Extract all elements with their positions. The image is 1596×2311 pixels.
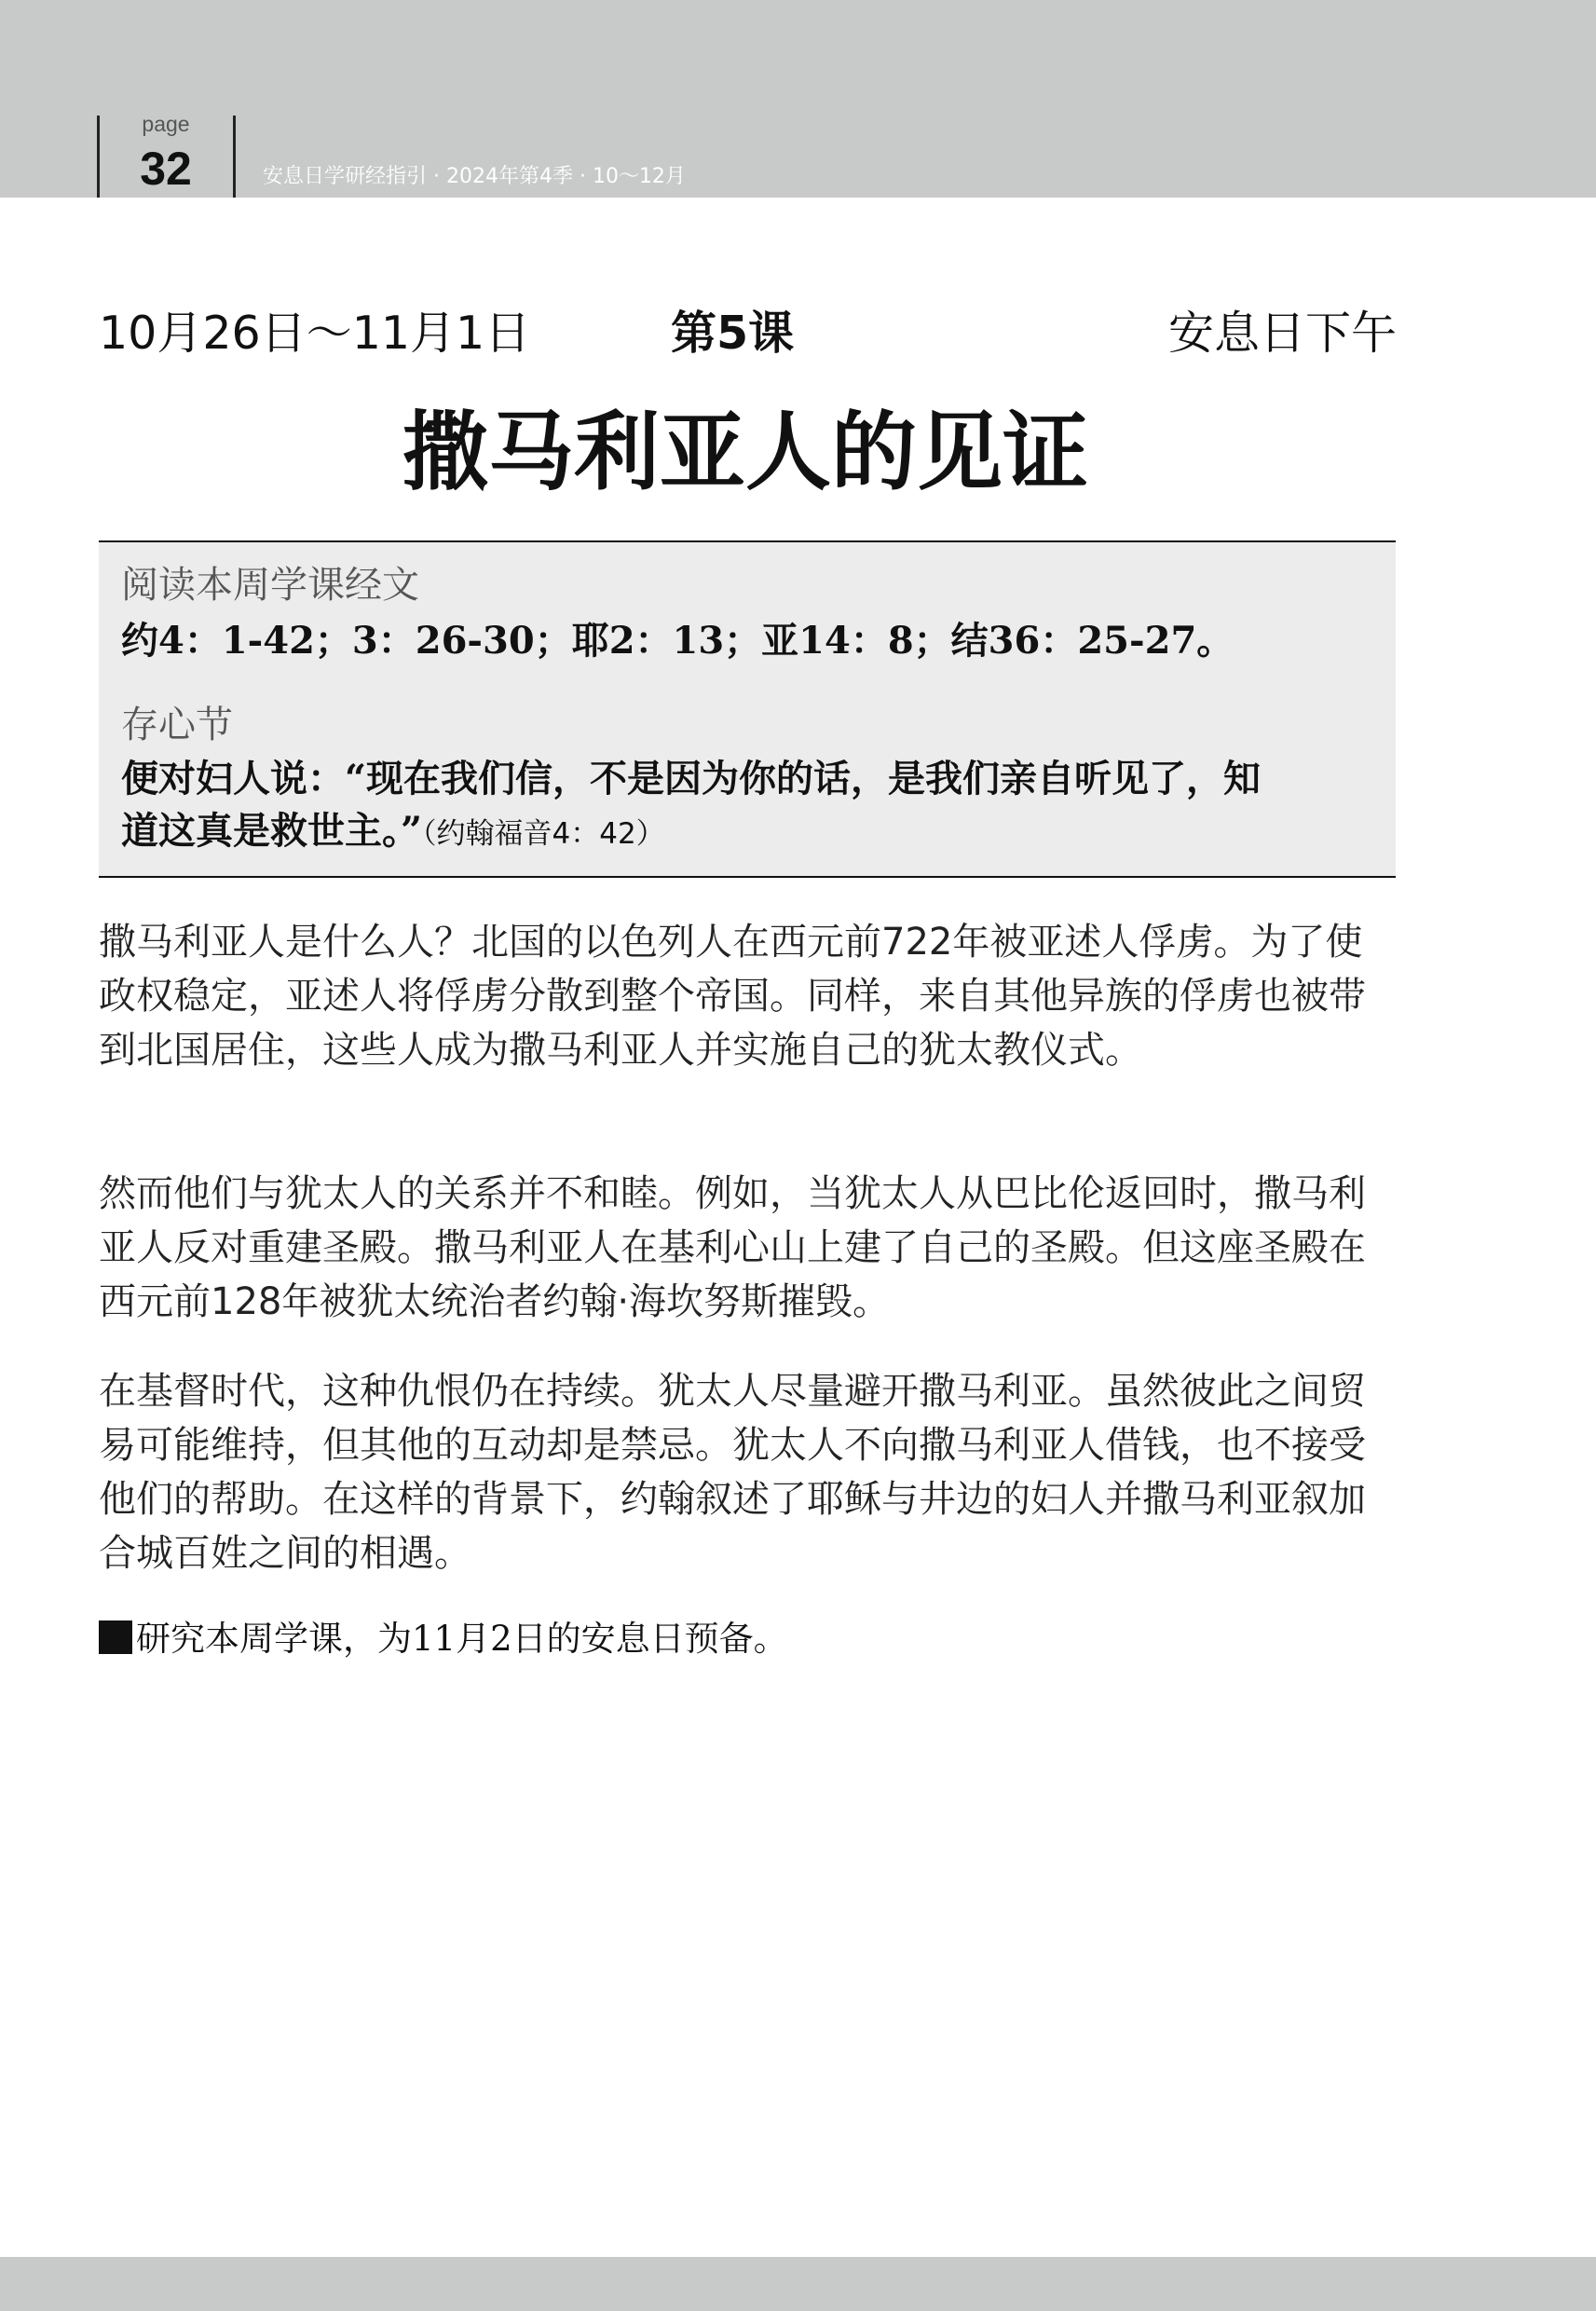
memory-text-line2-text: 道这真是救世主。” — [121, 809, 423, 853]
reading-heading: 阅读本周学课经文 — [121, 564, 419, 607]
reading-text: 约4：1-42；3：26-30；耶2：13；亚14：8；结36：25-27。 — [121, 619, 1235, 663]
memory-text-line1: 便对妇人说：“现在我们信，不是因为你的话，是我们亲自听见了，知 — [121, 757, 1262, 800]
page-label: page — [142, 112, 190, 136]
memory-text-line2 — [121, 805, 665, 860]
header-divider-left — [97, 116, 100, 198]
body-paragraph-1: 撒马利亚人是什么人？北国的以色列人在西元前722年被亚述人俘虏。为了使政权稳定，亚述人将俘虏分散到整个帝国。同样，来自其他异族的俘虏也被带到北国居住，这些人成为撒马利亚人并实施自己的犹太教仪式。 — [99, 921, 1366, 1072]
body-paragraph-3: 在基督时代，这种仇恨仍在持续。犹太人尽量避开撒马利亚。虽然彼此之间贸易可能维持，但其他的互动却是禁忌。犹太人不向撒马利亚人借钱，也不接受他们的帮助。在这样的背景下，约翰叙述了耶稣与井边的妇人并撒马利亚叙加合城百姓之间的相遇。 — [99, 1370, 1366, 1575]
footer-band — [0, 2257, 1596, 2311]
page-number: 32 — [140, 143, 192, 195]
lesson-title: 撒马利亚人的见证 — [402, 402, 1088, 502]
lesson-number: 第5课 — [671, 307, 795, 360]
memory-heading: 存心节 — [121, 704, 233, 746]
running-header: 安息日学研经指引 · 2024年第4季 · 10～12月 — [263, 165, 686, 188]
body-paragraph-2: 然而他们与犹太人的关系并不和睦。例如，当犹太人从巴比伦返回时，撒马利亚人反对重建圣殿。撒马利亚人在基利心山上建了自己的圣殿。但这座圣殿在西元前128年被犹太统治者约翰·海坎努斯摧毁。 — [99, 1172, 1366, 1323]
time-of-day: 安息日下午 — [1167, 307, 1397, 360]
closing-note-text: 研究本周学课，为11月2日的安息日预备。 — [136, 1619, 788, 1659]
memory-citation: （约翰福音4：42） — [422, 817, 665, 851]
header-divider-right — [233, 116, 236, 198]
closing-note — [99, 1612, 1396, 1666]
header-band — [0, 0, 1596, 198]
black-square-icon — [99, 1620, 132, 1654]
date-range: 10月26日～11月1日 — [99, 307, 531, 360]
scripture-box — [99, 540, 1396, 878]
